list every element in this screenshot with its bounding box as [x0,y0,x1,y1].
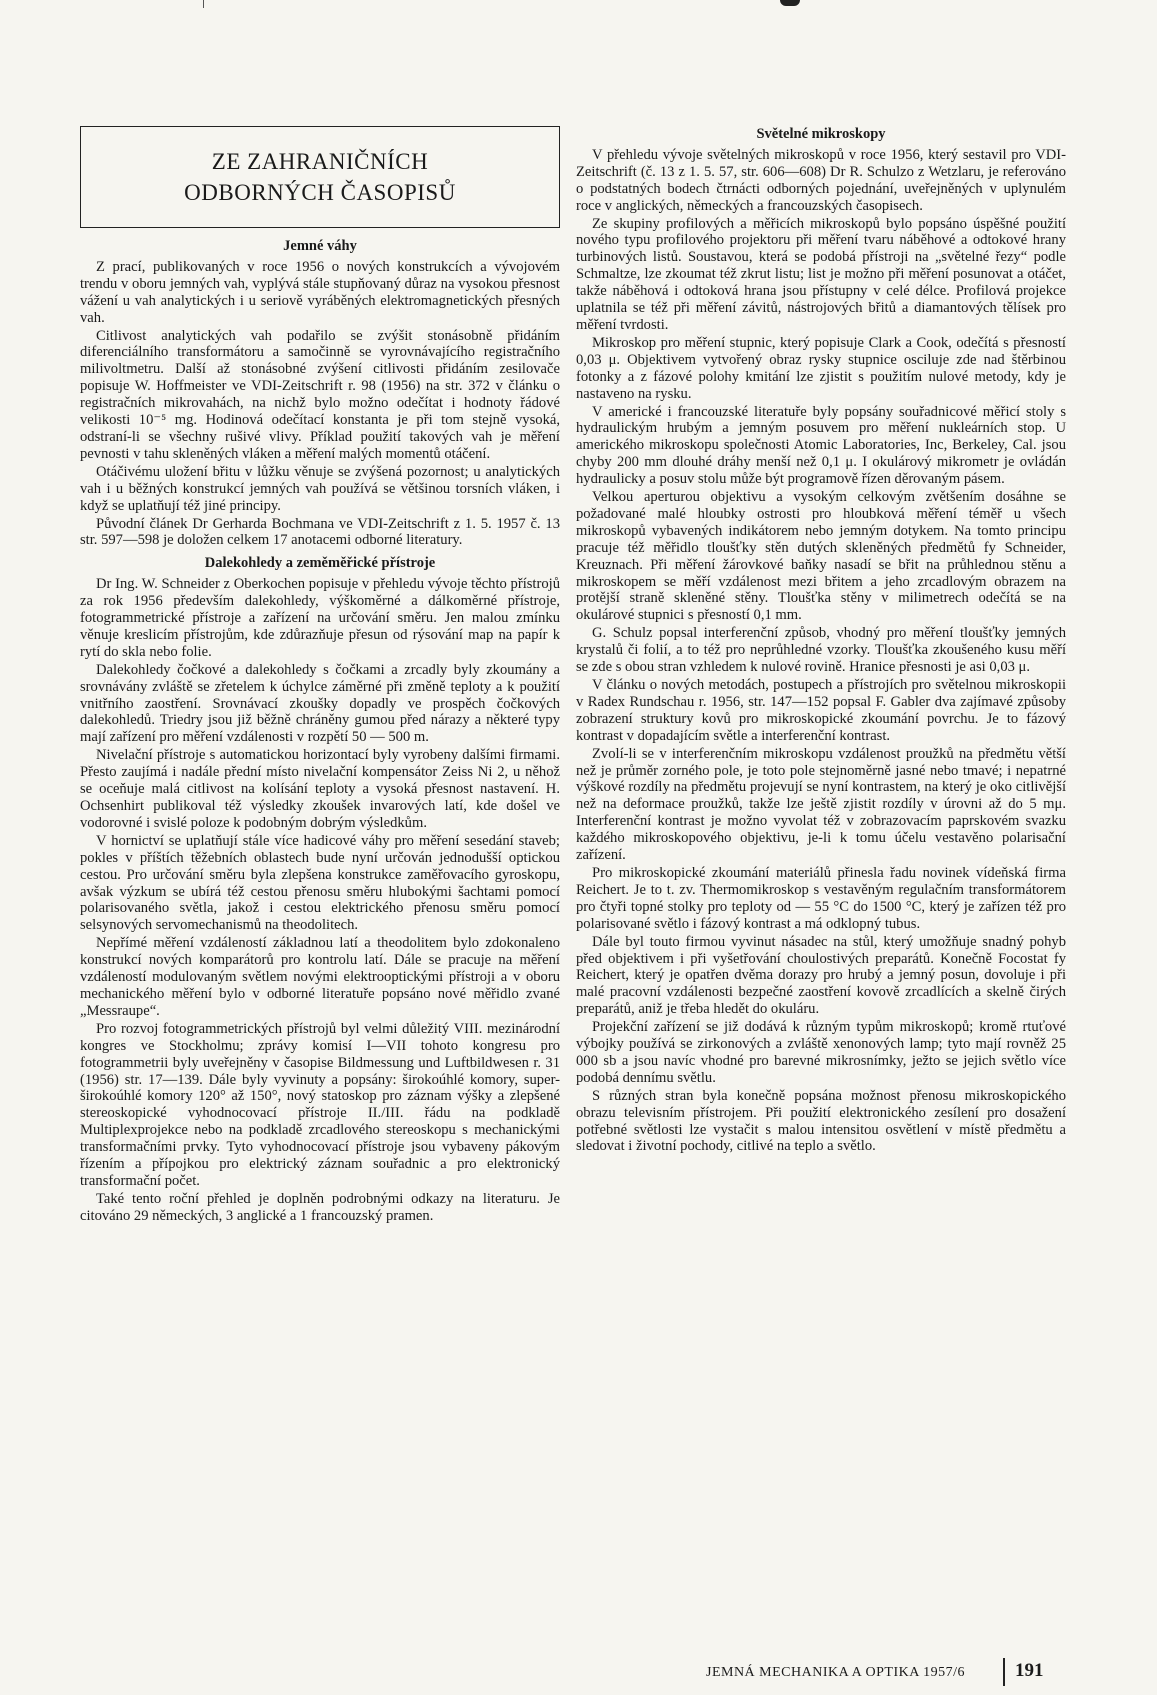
footer-divider [1003,1658,1005,1686]
scan-mark [780,0,800,6]
paragraph: Velkou aperturou objektivu a vysokým celkovým zvětšením dosáhne se požadované malé hloubky ostrosti pro hloubková měření téměř u všech mikroskopů vybavených indikátorem nebo jemným dotykem. Na tomto principu pracuje též měřidlo tloušťky stěn dutých skleněných předmětů fy Schneider, Kreuznach. Při měření žárovkové baňky nasadí se břit na průhlednou stěnu a mikroskopem se měří vzdálenost mezi břitem a jeho zrcadlovým obrazem na protější straně skleněné stěny. Tloušťka stěny v milimetrech odečítá se na okulárové stupnici s přesností 0,1 mm. [576,489,1066,624]
paragraph: V americké i francouzské literatuře byly popsány souřadnicové měřicí stoly s hydraulickým hrubým a jemným posuvem pro měření nukleárních stop. U amerického mikroskopu společnosti Atomic Laboratories, Inc, Berkeley, Cal. jsou chyby 200 mm dlouhé dráhy menší než 0,1 μ. I okulárový mikrometr je ovládán hydraulicky a posuv stolu může být programově řízen děrovaným pásem. [576,403,1066,488]
right-column [576,126,1066,1155]
header-title-line: ODBORNÝCH ČASOPISŮ [184,180,456,205]
paragraph: G. Schulz popsal interferenční způsob, vhodný pro měření tloušťky jemných krystalů či folií, a to též pro neprůhledné vzorky. Tloušťka zkoušeného kusu měří se zde s obou stran vzhledem k nulové rovině. Hranice přesnosti je asi 0,03 μ. [576,625,1066,676]
paragraph: Pro mikroskopické zkoumání materiálů přinesla řadu novinek vídeňská firma Reichert. Je to t. zv. Thermomikroskop s vestavěným regulačním transformátorem pro čtyři topné stolky pro teploty od — 55 °C do 1500 °C, který je zařízen též pro polarisované světlo i fázový kontrast a má odklopný tubus. [576,864,1066,932]
section-header-box [80,126,560,228]
paragraph: Z prací, publikovaných v roce 1956 o nových konstrukcích a vývojovém trendu v oboru jemných vah, vyplývá stále stupňovaný důraz na vysokou přesnost vážení u vah analytických i u seriově vyráběných elektromagnetických přesných vah. [80,258,560,326]
paragraph: Nivelační přístroje s automatickou horizontací byly vyrobeny dalšími firmami. Přesto zaujímá i nadále přední místo nivelační kompensátor Zeiss Ni 2, u něhož se oceňuje malá citlivost na kolísání teploty a vysoká přesnost nastavení. H. Ochsenhirt publikoval též výsledky zkoušek invarových latí, kde došel ve vodorovné i svislé poloze k podobným dobrým výsledkům. [80,747,560,831]
scan-mark [203,0,204,8]
paragraph: Otáčivému uložení břitu v lůžku věnuje se zvýšená pozornost; u analytických vah i u běžných konstrukcí jemných vah používá se většinou torsních vláken, i když se uplatňují též jiné principy. [80,463,560,514]
paragraph: Projekční zařízení se již dodává k různým typům mikroskopů; kromě rtuťové výbojky používá se zirkonových a zvláště xenonových lamp; tyto mají rovněž 25 000 sb a jsou navíc vhodné pro barevné mikrosnímky, ježto se jejich světlo více podobá dennímu světlu. [576,1019,1066,1086]
paragraph: Zvolí-li se v interferenčním mikroskopu vzdálenost proužků na předmětu větší než je průměr zorného pole, je toto pole stejnoměrně jasné nebo tmavé; i nepatrné výškové rozdíly na předmětu projevují se nyní kontrastem, na který je oko citlivější než na deformace proužků, takže lze ještě zjistit rozdíly v úrovni až do 5 mμ. Interferenční kontrast je možno vyvolat též v zobrazovacím paprskovém svazku každého mikroskopového objektivu, je-li k tomu účelu vestavěno polarisační zařízení. [576,745,1066,864]
paragraph: V hornictví se uplatňují stále více hadicové váhy pro měření sesedání staveb; pokles v příštích těžebních oblastech bude nyní určován jednodušší optickou cestou. Pro určování směru byla zlepšena konstrukce zaměřovacího gyroskopu, avšak výzkum se ubírá též cestou přenosu směru hlubokými šachtami pomocí polarisovaného světla, jakož i cestou elektrického přenosu směru pomocí selsynových servomechanismů na theodolitech. [80,832,560,934]
paragraph: Dr Ing. W. Schneider z Oberkochen popisuje v přehledu vývoje těchto přístrojů za rok 1956 především dalekohledy, výškoměrné a dálkoměrné přístroje, fotogrammetrické přístroje a zařízení na určování směru. Jen malou zmínku věnuje kreslicím přístrojům, kde zdůrazňuje přesun od rýsování map na papír k rytí do skla nebo folie. [80,576,560,660]
paragraph: Také tento roční přehled je doplněn podrobnými odkazy na literaturu. Je citováno 29 německých, 3 anglické a 1 francouzský pramen. [80,1190,560,1224]
paragraph: Dalekohledy čočkové a dalekohledy s čočkami a zrcadly byly zkoumány a srovnávány zvláště se zřetelem k úchylce záměrné při změně teploty a k použití vnitřního zaostření. Srovnávací zkoušky dopadly ve prospěch čočkových dalekohledů. Triedry jsou již běžně chráněny gumou před nárazy a některé typy mají zařízení pro měření vzdálenosti v rozpětí 50 — 500 m. [80,661,560,746]
section-title: Světelné mikroskopy [756,126,886,142]
paragraph: Ze skupiny profilových a měřicích mikroskopů bylo popsáno úspěšné použití nového typu profilového projektoru při měření tvaru náběhové a odtokové hrany turbinových listů. Soustavou, která se podobá přístroji na „světelné řezy“ podle Schmaltze, lze zkoumat též zkrut listu; list je možno při měření posunovat a otáčet, takže náběhová i odtoková hrana jsou přístupny v celé délce. Profilová projekce uplatnila se též při měření závitů, nástrojových břitů a diamantových tělísek pro měření tvrdosti. [576,215,1066,333]
paragraph: V článku o nových metodách, postupech a přístrojích pro světelnou mikroskopii v Radex Rundschau r. 1956, str. 147—152 popsal F. Gabler dva zajímavé způsoby zobrazení struktury kovů pro mikroskopické zkoumání povrchu. Je to fázový kontrast v dopadajícím světle a interferenční kontrast. [576,677,1066,744]
journal-footer: JEMNÁ MECHANIKA A OPTIKA 1957/6 [706,1665,965,1680]
left-column [80,126,560,1225]
paragraph: Pro rozvoj fotogrammetrických přístrojů byl velmi důležitý VIII. mezinárodní kongres ve Stockholmu; zprávy komisí I—VII tohoto kongresu pro fotogrammetrii byly uveřejněny v časopise Bildmessung und Luftbildwesen r. 31 (1956) str. 17—139. Dále byly vyvinuty a popsány: širokoúhlé komory, super-širokoúhlé komory 120° až 150°, nový statoskop pro záznam výšky a zlepšené stereoskopické vyhodnocovací přístroje II./III. řádu na podkladě Multiplexprojekce nebo na podkladě zrcadlového stereoskopu s mechanickými transformačními prvky. Tyto vyhodnocovací přístroje jsou vybaveny pákovým řízením a přípojkou pro elektrický záznam souřadnic a pro elektronický transformační počet. [80,1020,560,1189]
section-title: Jemné váhy [283,238,357,254]
page-number: 191 [1015,1660,1044,1681]
paragraph: Citlivost analytických vah podařilo se zvýšit stonásobně přidáním diferenciálního transformátoru a samočinně se vyrovnávajícího registračního milivoltmetru. Další až stonásobné zvýšení citlivosti přidáním zesilovače popisuje W. Hoffmeister ve VDI-Zeitschrift r. 98 (1956) na str. 372 v článku o registračních mikrovahách, na nichž bylo možno odečítat i hodnoty řádové velikosti 10⁻⁵ mg. Hodinová odečítací konstanta je při tom stejně vysoká, odstraní-li se všechny rušivé vlivy. Příklad použití takových vah je měření pevnosti v tahu skleněných vláken a měření malých momentů otáčení. [80,327,560,462]
section-title: Dalekohledy a zeměměřické přístroje [204,555,436,572]
paragraph: Nepřímé měření vzdáleností základnou latí a theodolitem bylo zdokonaleno konstrukcí nových komparátorů pro kontrolu latí. Dále se pracuje na měření vzdáleností modulovaným světlem novými elektrooptickými přístroji a v oboru mechanického měření bylo v odborné literatuře popsáno nové měřidlo zvané „Messraupe“. [80,935,560,1019]
paragraph: Mikroskop pro měření stupnic, který popisuje Clark a Cook, odečítá s přesností 0,03 μ. Objektivem vytvořený obraz rysky stupnice osciluje zde nad štěrbinou fotonky a z fázové polohy kmitání lze zjistit s použitím nulové metody, kdy je nastaveno na rysku. [576,334,1066,402]
header-title-line: ZE ZAHRANIČNÍCH [211,149,429,174]
paragraph: Původní článek Dr Gerharda Bochmana ve VDI-Zeitschrift z 1. 5. 1957 č. 13 str. 597—598 je doložen celkem 17 anotacemi odborné literatury. [80,515,560,549]
paragraph: S různých stran byla konečně popsána možnost přenosu mikroskopického obrazu televisním přístrojem. Při použití elektronického zesílení pro dosažení potřebné světlosti lze vystačit s malou intensitou osvětlení v místě předmětu a sledovat i životní pochody, citlivé na teplo a světlo. [576,1087,1066,1155]
paragraph: V přehledu vývoje světelných mikroskopů v roce 1956, který sestavil pro VDI-Zeitschrift (č. 13 z 1. 5. 57, str. 606—608) Dr R. Schulzo z Wetzlaru, je referováno o podstatných bodech čtrnácti odborných pojednání, uveřejněných v uplynulém roce v anglických, německých a francouzských časopisech. [576,146,1066,214]
paragraph: Dále byl touto firmou vyvinut násadec na stůl, který umožňuje snadný pohyb před objektivem i při vyšetřování choulostivých preparátů. Konečně Focostat fy Reichert, který je opatřen dvěma dorazy pro hrubý a jemný posun, dovoluje i při malé pracovní vzdálenosti bezpečné zaostření kovově zrcadlících a skelně čirých preparátů, aniž je třeba hledět do okuláru. [576,933,1066,1018]
